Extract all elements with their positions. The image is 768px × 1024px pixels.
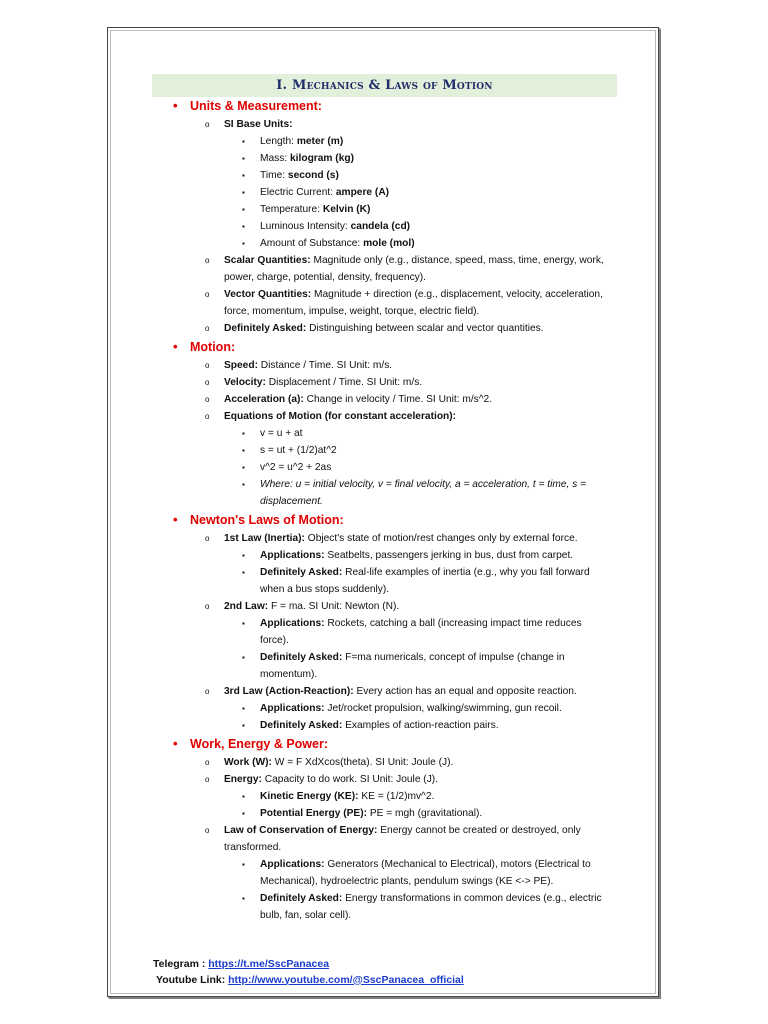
list-item xyxy=(205,408,604,425)
square-bullet-icon: ▪ xyxy=(242,568,245,577)
item-text: Object's state of motion/rest changes only by external force. xyxy=(304,533,578,544)
square-bullet-icon: ▪ xyxy=(242,551,245,560)
list-item xyxy=(205,771,604,788)
sub-item-text: Generators (Mechanical to Electrical), motors (Electrical to Mechanical), hydroelectric plants, pendulum swings (KE <-> PE). xyxy=(260,859,591,887)
page-title: I. Mechanics & Laws of Motion xyxy=(152,74,617,97)
square-bullet-icon: ▪ xyxy=(242,480,245,489)
list-item xyxy=(205,320,604,337)
list-item xyxy=(205,530,604,547)
item-text: Distance / Time. SI Unit: m/s. xyxy=(257,360,393,371)
square-bullet-icon: ▪ xyxy=(242,429,245,438)
sub-item xyxy=(242,167,610,184)
circle-bullet-icon: o xyxy=(205,324,210,333)
sub-item-text: v = u + at xyxy=(260,428,303,439)
section-heading xyxy=(173,96,768,116)
item-term: 1st Law (Inertia): xyxy=(224,533,305,544)
sub-item-text: Temperature: xyxy=(260,204,323,215)
circle-bullet-icon: o xyxy=(205,775,210,784)
square-bullet-icon: ▪ xyxy=(242,704,245,713)
square-bullet-icon: ▪ xyxy=(242,792,245,801)
bullet-icon: • xyxy=(173,736,178,751)
sub-item-value: mole (mol) xyxy=(363,238,415,249)
sub-item-text: Examples of action-reaction pairs. xyxy=(342,720,499,731)
sub-item-text: Time: xyxy=(260,170,288,181)
sub-item-text: Seatbelts, passengers jerking in bus, dust from carpet. xyxy=(324,550,574,561)
sub-item xyxy=(242,700,610,717)
item-text: Magnitude + direction (e.g., displacement, velocity, acceleration, force, momentum, impulse, weight, torque, electric field). xyxy=(224,289,603,317)
square-bullet-icon: ▪ xyxy=(242,894,245,903)
list-item xyxy=(205,391,604,408)
sub-item xyxy=(242,184,610,201)
telegram-row xyxy=(153,957,464,973)
section-heading-text: Newton's Laws of Motion: xyxy=(190,513,344,527)
item-term: SI Base Units: xyxy=(224,119,293,130)
sub-item xyxy=(242,459,610,476)
item-term: Energy: xyxy=(224,774,262,785)
telegram-label: Telegram : xyxy=(153,958,209,970)
list-item xyxy=(205,598,604,615)
sub-item-text: PE = mgh (gravitational). xyxy=(366,808,483,819)
sub-item-term: Definitely Asked: xyxy=(260,893,343,904)
square-bullet-icon: ▪ xyxy=(242,239,245,248)
item-term: Speed: xyxy=(224,360,258,371)
square-bullet-icon: ▪ xyxy=(242,860,245,869)
item-term: Work (W): xyxy=(224,757,272,768)
square-bullet-icon: ▪ xyxy=(242,619,245,628)
sub-item xyxy=(242,425,610,442)
square-bullet-icon: ▪ xyxy=(242,809,245,818)
sub-item xyxy=(242,564,610,598)
section-heading-text: Motion: xyxy=(190,340,236,354)
sub-item-value: kilogram (kg) xyxy=(290,153,354,164)
sub-item-text: Electric Current: xyxy=(260,187,336,198)
sub-item xyxy=(242,133,610,150)
item-term: 3rd Law (Action-Reaction): xyxy=(224,686,354,697)
sub-item-value: candela (cd) xyxy=(350,221,411,232)
youtube-link[interactable]: http://www.youtube.com/@SscPanacea_official xyxy=(228,973,464,986)
square-bullet-icon: ▪ xyxy=(242,446,245,455)
section-heading-text: Work, Energy & Power: xyxy=(190,737,328,751)
sub-item-value: Kelvin (K) xyxy=(322,204,371,215)
sub-item-value: ampere (A) xyxy=(335,187,390,198)
bullet-icon: • xyxy=(173,339,178,354)
sub-item xyxy=(242,201,610,218)
item-term: 2nd Law: xyxy=(224,601,269,612)
circle-bullet-icon: o xyxy=(205,758,210,767)
sub-item-value: second (s) xyxy=(287,170,339,181)
circle-bullet-icon: o xyxy=(205,361,210,370)
item-text: Distinguishing between scalar and vector quantities. xyxy=(306,323,544,334)
sub-item xyxy=(242,615,610,649)
sub-item-term: Potential Energy (PE): xyxy=(260,808,367,819)
list-item xyxy=(205,374,604,391)
sub-item-text: Amount of Substance: xyxy=(260,238,364,249)
bullet-icon: • xyxy=(173,512,178,527)
list-item xyxy=(205,116,604,133)
square-bullet-icon: ▪ xyxy=(242,653,245,662)
item-text: Energy cannot be created or destroyed, only transformed. xyxy=(224,825,581,853)
sub-item-term: Kinetic Energy (KE): xyxy=(260,791,359,802)
section-heading xyxy=(173,734,768,754)
sub-item-text: v^2 = u^2 + 2as xyxy=(260,462,332,473)
sub-item xyxy=(242,856,610,890)
list-item xyxy=(205,822,604,856)
sub-item-text: Real-life examples of inertia (e.g., why you fall forward when a bus stops suddenly). xyxy=(260,567,590,595)
item-term: Vector Quantities: xyxy=(224,289,312,300)
sub-item-text: F=ma numericals, concept of impulse (change in momentum). xyxy=(260,652,565,680)
list-item xyxy=(205,754,604,771)
sub-item-text: Rockets, catching a ball (increasing impact time reduces force). xyxy=(260,618,582,646)
sub-item-text: s = ut + (1/2)at^2 xyxy=(260,445,337,456)
sub-item xyxy=(242,235,610,252)
sub-item-term: Applications: xyxy=(260,618,325,629)
sub-item xyxy=(242,150,610,167)
sub-item-term: Definitely Asked: xyxy=(260,567,343,578)
circle-bullet-icon: o xyxy=(205,256,210,265)
item-text: Capacity to do work. SI Unit: Joule (J). xyxy=(261,774,439,785)
sub-item-text: Mass: xyxy=(260,153,291,164)
item-text: Displacement / Time. SI Unit: m/s. xyxy=(265,377,423,388)
telegram-link[interactable]: https://t.me/SscPanacea xyxy=(208,958,330,970)
sub-item xyxy=(242,649,610,683)
section-heading-text: Units & Measurement: xyxy=(190,99,322,113)
sub-item xyxy=(242,890,610,924)
section-heading xyxy=(173,510,768,530)
sub-item-text: Length: xyxy=(260,136,297,147)
circle-bullet-icon: o xyxy=(205,687,210,696)
square-bullet-icon: ▪ xyxy=(242,137,245,146)
sub-item-term: Definitely Asked: xyxy=(260,652,343,663)
sub-item-term: Applications: xyxy=(260,703,325,714)
item-text: Change in velocity / Time. SI Unit: m/s^2. xyxy=(303,394,493,405)
square-bullet-icon: ▪ xyxy=(242,188,245,197)
sub-item xyxy=(242,476,610,510)
square-bullet-icon: ▪ xyxy=(242,154,245,163)
sub-item-text: Luminous Intensity: xyxy=(260,221,351,232)
item-term: Definitely Asked: xyxy=(224,323,307,334)
circle-bullet-icon: o xyxy=(205,395,210,404)
sub-item-term: Definitely Asked: xyxy=(260,720,343,731)
document-body xyxy=(0,96,768,924)
youtube-label: Youtube Link: xyxy=(156,973,229,986)
item-text: W = F XdXcos(theta). SI Unit: Joule (J). xyxy=(271,757,454,768)
sub-item xyxy=(242,218,610,235)
sub-item-text: Where: u = initial velocity, v = final velocity, a = acceleration, t = time, s = displacement. xyxy=(260,479,587,507)
circle-bullet-icon: o xyxy=(205,290,210,299)
sub-item-text: KE = (1/2)mv^2. xyxy=(358,791,435,802)
circle-bullet-icon: o xyxy=(205,826,210,835)
list-item xyxy=(205,683,604,700)
item-text: F = ma. SI Unit: Newton (N). xyxy=(268,601,400,612)
sub-item xyxy=(242,805,610,822)
item-term: Law of Conservation of Energy: xyxy=(224,825,378,836)
item-text: Every action has an equal and opposite reaction. xyxy=(353,686,577,697)
square-bullet-icon: ▪ xyxy=(242,222,245,231)
bullet-icon: • xyxy=(173,98,178,113)
sub-item-text: Jet/rocket propulsion, walking/swimming, gun recoil. xyxy=(324,703,562,714)
circle-bullet-icon: o xyxy=(205,120,210,129)
list-item xyxy=(205,286,604,320)
circle-bullet-icon: o xyxy=(205,602,210,611)
sub-item xyxy=(242,717,610,734)
item-term: Equations of Motion (for constant acceleration): xyxy=(224,411,457,422)
item-term: Scalar Quantities: xyxy=(224,255,311,266)
sub-item-term: Applications: xyxy=(260,859,325,870)
section-heading xyxy=(173,337,768,357)
circle-bullet-icon: o xyxy=(205,412,210,421)
list-item xyxy=(205,252,604,286)
sub-item-term: Applications: xyxy=(260,550,325,561)
sub-item-value: meter (m) xyxy=(296,136,344,147)
square-bullet-icon: ▪ xyxy=(242,171,245,180)
item-term: Velocity: xyxy=(224,377,266,388)
circle-bullet-icon: o xyxy=(205,378,210,387)
sub-item xyxy=(242,442,610,459)
item-term: Acceleration (a): xyxy=(224,394,304,405)
item-text: Magnitude only (e.g., distance, speed, mass, time, energy, work, power, charge, potential, density, frequency). xyxy=(224,255,604,283)
youtube-row xyxy=(156,973,464,989)
circle-bullet-icon: o xyxy=(205,534,210,543)
sub-item xyxy=(242,547,610,564)
square-bullet-icon: ▪ xyxy=(242,205,245,214)
square-bullet-icon: ▪ xyxy=(242,721,245,730)
sub-item xyxy=(242,788,610,805)
sub-item-text: Energy transformations in common devices (e.g., electric bulb, fan, solar cell). xyxy=(260,893,602,921)
square-bullet-icon: ▪ xyxy=(242,463,245,472)
list-item xyxy=(205,357,604,374)
footer xyxy=(153,957,464,988)
